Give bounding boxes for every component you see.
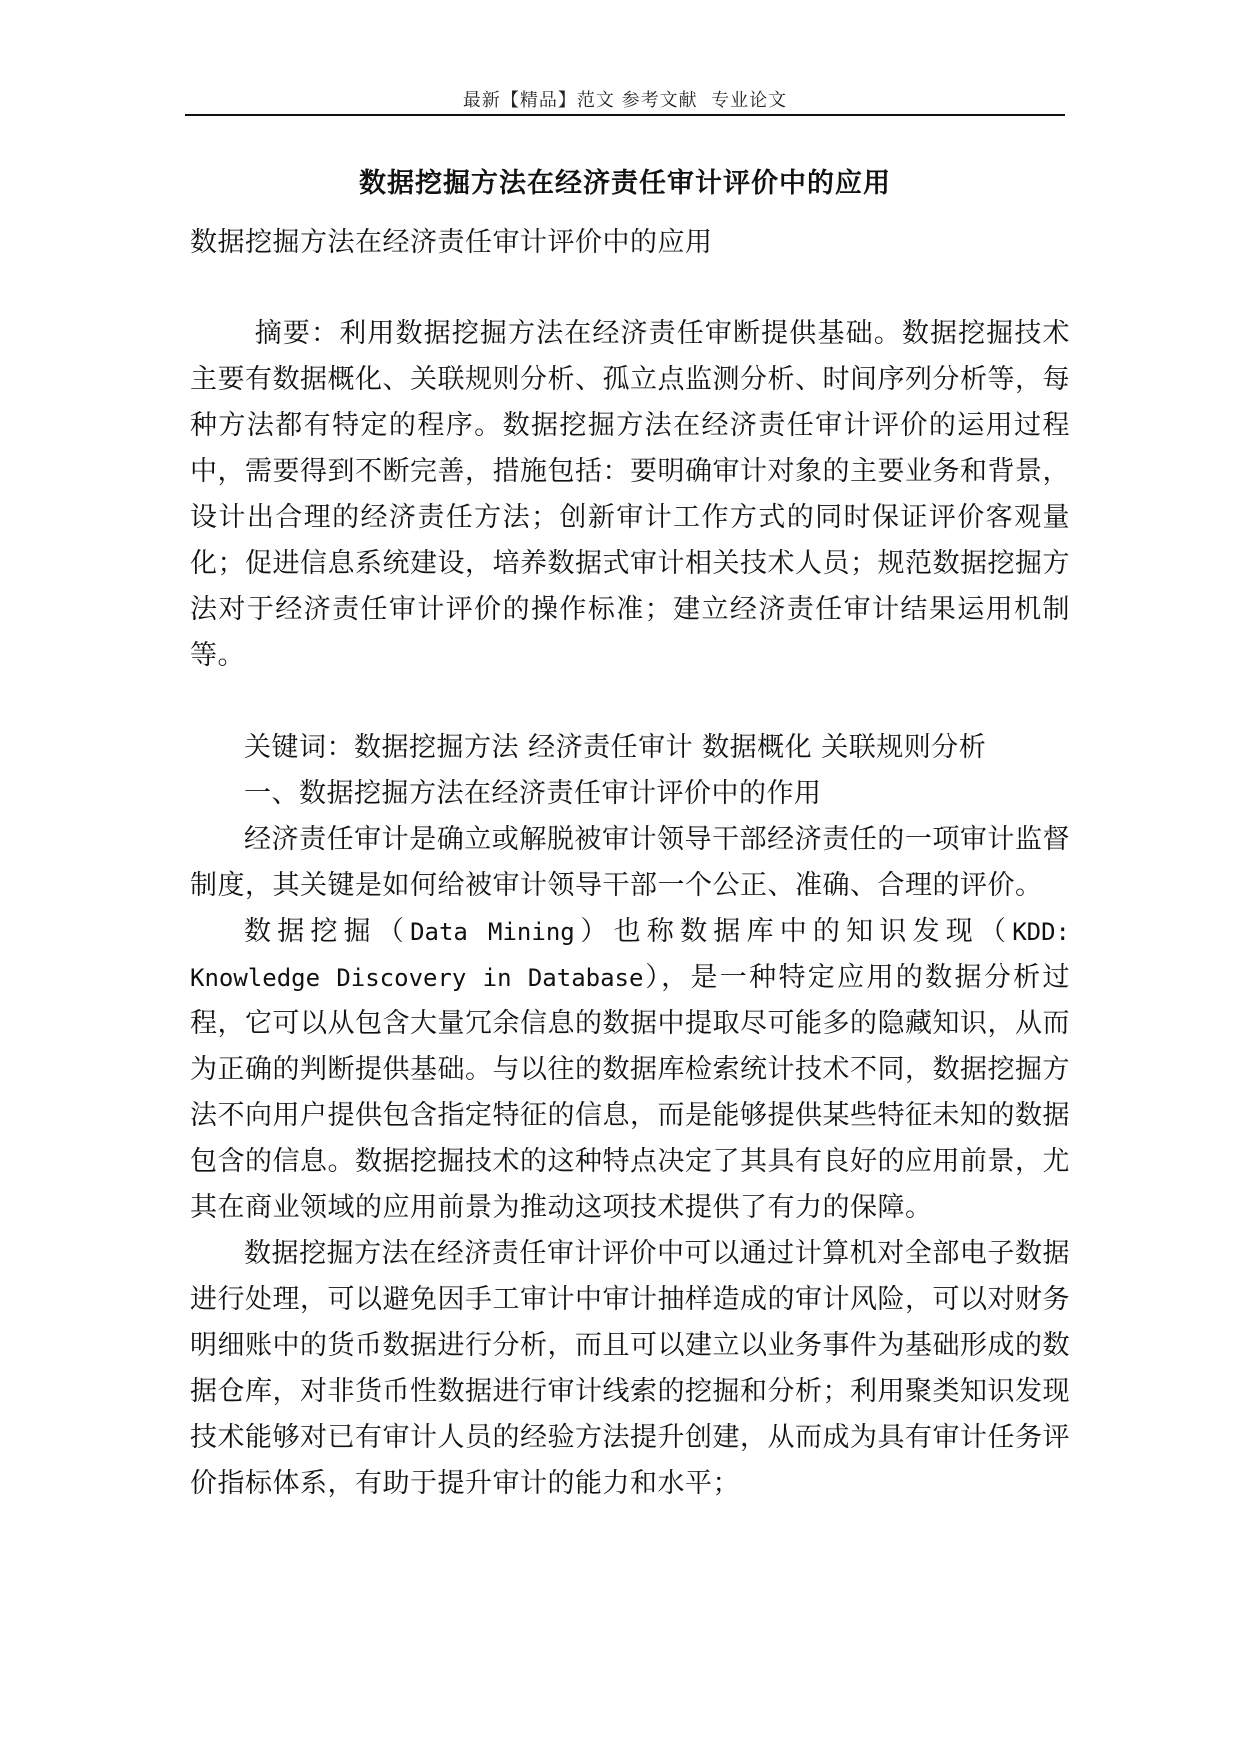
p2-text-c: ）也称数据库中的知识发现（: [574, 916, 1013, 947]
p2-text-a: 数据挖掘（: [244, 916, 411, 947]
section-heading-1: 一、数据挖掘方法在经济责任审计评价中的作用: [244, 778, 822, 809]
header-divider: [185, 114, 1065, 116]
body-paragraph-3: 数据挖掘方法在经济责任审计评价中可以通过计算机对全部电子数据进行处理，可以避免因手工审计中审计抽样造成的审计风险，可以对财务明细账中的货币数据进行分析，而且可以建立以业务事件为基础形成的数据仓库，对非货币性数据进行审计线索的挖掘和分析；利用聚类知识发现技术能够对已有审计人员的经验方法提升创建，从而成为具有审计任务评价指标体系，有助于提升审计的能力和水平；: [190, 1238, 1070, 1499]
abstract-paragraph: 摘要：利用数据挖掘方法在经济责任审断提供基础。数据挖掘技术主要有数据概化、关联规则分析、孤立点监测分析、时间序列分析等，每种方法都有特定的程序。数据挖掘方法在经济责任审计评价的运用过程中，需要得到不断完善，措施包括：要明确审计对象的主要业务和背景，设计出合理的经济责任方法；创新审计工作方式的同时保证评价客观量化；促进信息系统建设，培养数据式审计相关技术人员；规范数据挖掘方法对于经济责任审计评价的操作标准；建立经济责任审计结果运用机制等。: [190, 318, 1070, 671]
document-subtitle: 数据挖掘方法在经济责任审计评价中的应用: [190, 227, 713, 258]
document-title: 数据挖掘方法在经济责任审计评价中的应用: [359, 168, 891, 199]
body-paragraph-1: 经济责任审计是确立或解脱被审计领导干部经济责任的一项审计监督制度，其关键是如何给被审计领导干部一个公正、准确、合理的评价。: [190, 824, 1070, 901]
page-header: 最新【精品】范文 参考文献 专业论文: [462, 90, 788, 111]
keywords-line: 关键词：数据挖掘方法 经济责任审计 数据概化 关联规则分析: [244, 732, 987, 763]
body-paragraph-2: [190, 909, 1070, 1231]
document-body: [190, 220, 1070, 1507]
p2-term-data-mining: Data Mining: [410, 918, 575, 946]
p2-text-e: ），是一种特定应用的数据分析过程，它可以从包含大量冗余信息的数据中提取尽可能多的隐藏知识，从而为正确的判断提供基础。与以往的数据库检索统计技术不同，数据挖掘方法不向用户提供包含指定特征的信息，而是能够提供某些特征未知的数据包含的信息。数据挖掘技术的这种特点决定了其具有良好的应用前景，尤其在商业领域的应用前景为推动这项技术提供了有力的保障。: [190, 962, 1070, 1223]
p2-term-kdd: KDD: Knowledge Discovery in Database: [190, 918, 1070, 992]
